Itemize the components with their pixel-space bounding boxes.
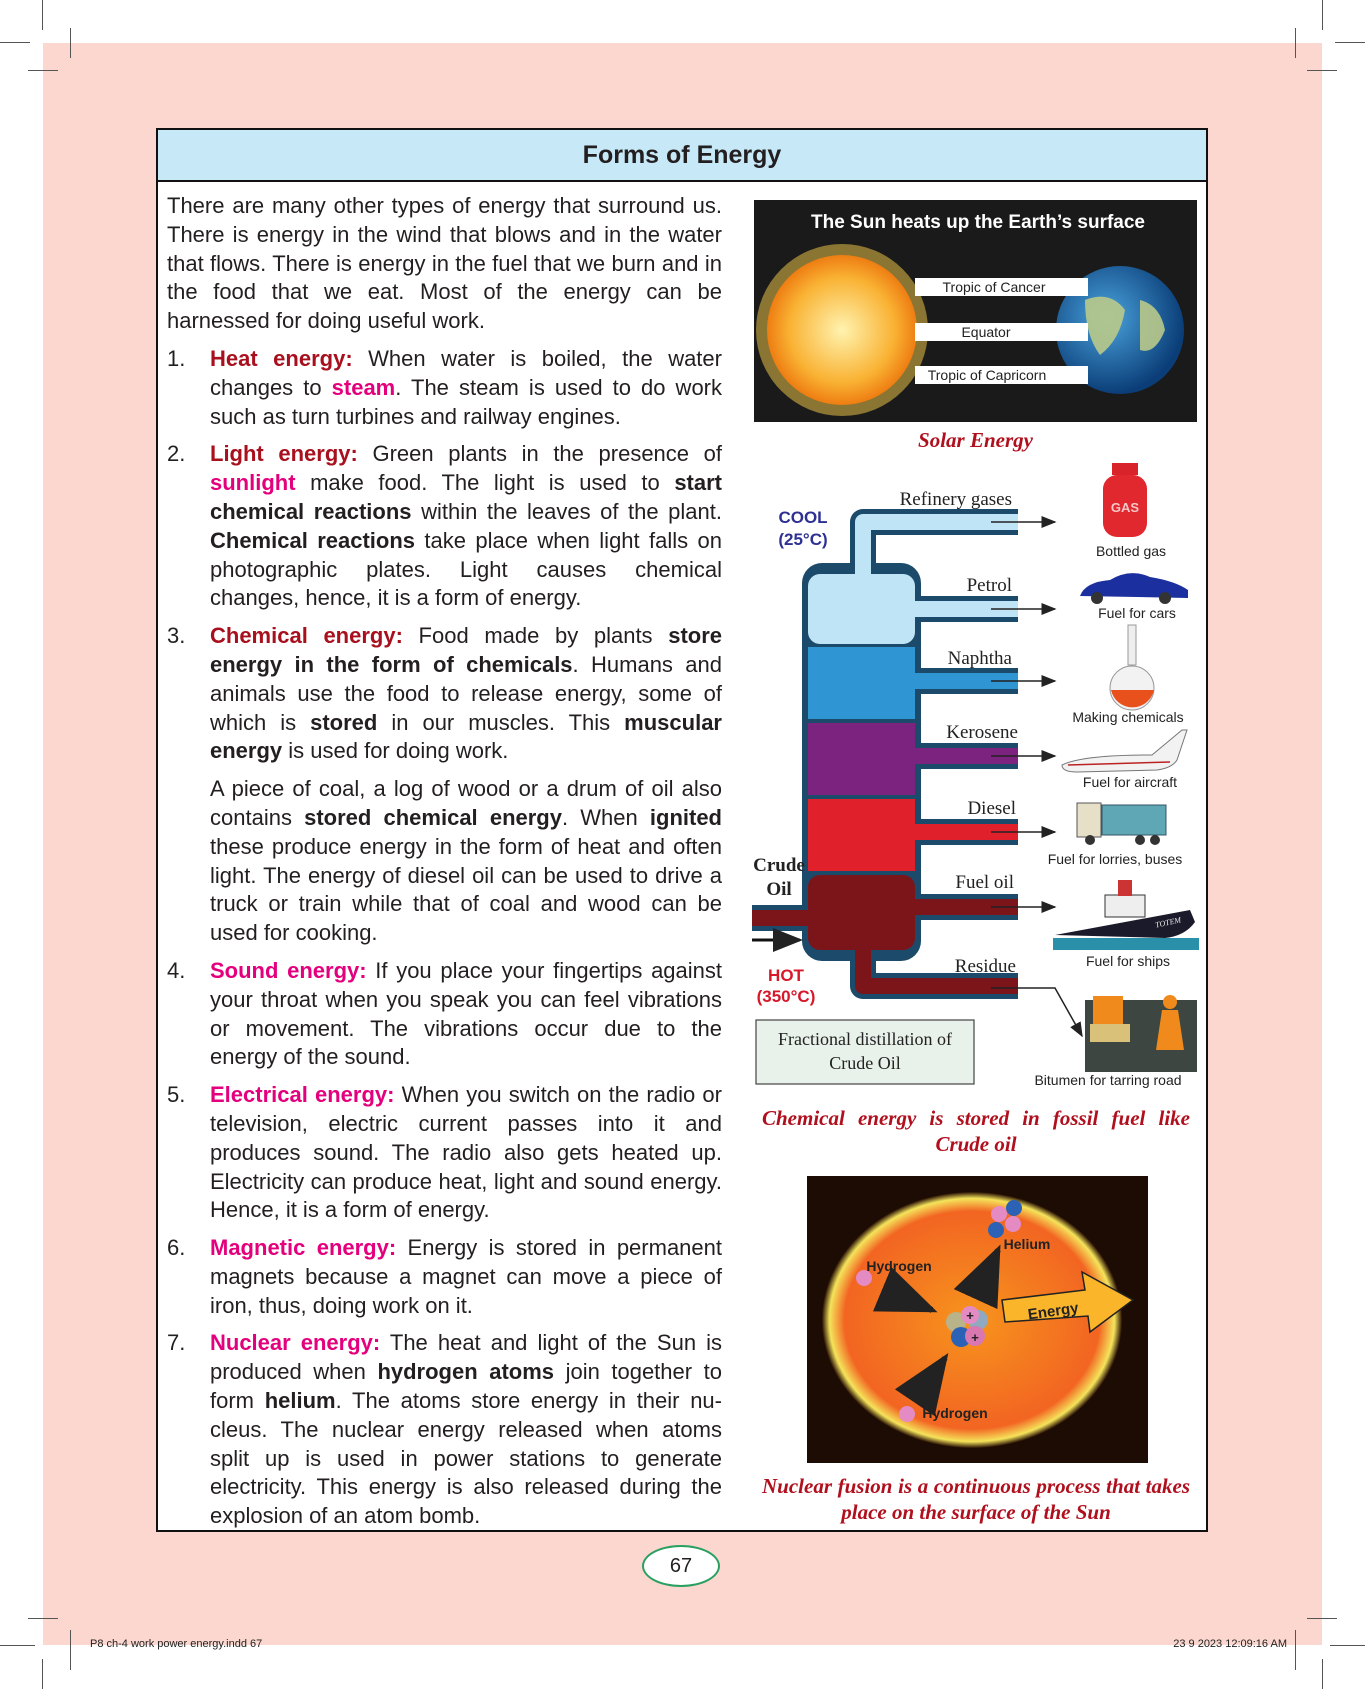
text-segment: A piece of coal, a log of wood or a drum of oil also contains [210,776,722,830]
text-segment: take place when light falls on photographic plates. Light causes chemical changes, hence, it is a form of energy. [210,527,722,611]
energy-term: Light energy: [210,441,358,467]
band-refinery [808,574,915,644]
hot-temp-label: (350°C) [756,987,816,1006]
energy-term: steam [331,374,396,400]
page-number: 67 [642,1545,720,1587]
bold-term: muscular energy [210,709,722,764]
use-label: Bottled gas [1095,543,1167,559]
text-segment: When water is boiled, the water changes to [210,345,722,400]
energy-term: Sound energy: [210,957,367,983]
text-segment: Food made by plants [402,623,669,649]
hot-label: HOT [768,966,804,985]
plus-label: + [971,1330,979,1345]
bold-term: helium [264,1388,336,1414]
bold-term: stored [310,709,378,735]
bold-term: stored chemical energy [304,804,562,830]
text-segment: in our muscles. This [377,709,625,735]
energy-term: Nuclear energy: [210,1330,381,1356]
item-number: 5. [167,1082,186,1108]
distillation-diagram [752,463,1199,1088]
diagram-title-line2: Crude Oil [829,1053,901,1073]
tropic-cancer-label: Tropic of Cancer [942,279,1046,295]
text-segment: within the leaves of the plant. [411,498,722,524]
text-segment: Energy is stored in permanent magnets because a magnet can move a piece of iron, thus, doing work on it. [210,1235,722,1318]
fraction-label: Fuel oil [955,872,1014,893]
flask-icon [1110,625,1154,710]
band-naphtha [808,647,915,719]
use-label: Fuel for lorries, buses [1047,851,1183,867]
use-label: Fuel for cars [1098,605,1176,621]
item-number: 2. [167,441,186,467]
text-segment: . When [561,804,650,830]
fraction-label: Diesel [967,798,1016,819]
solar-title: The Sun heats up the Earth’s surface [811,212,1145,233]
tropic-capricorn-label: Tropic of Capricorn [927,367,1047,383]
nuclear-caption: Nuclear fusion is a continuous process that takes place on the surface of the Sun [762,1474,1190,1524]
use-label: Fuel for ships [1085,953,1171,969]
oil-label: Oil [766,879,792,900]
text-segment: these produce energy in the form of heat and often light. The energy of diesel oil can be used to drive a truck or train while that of coal and wood can be used for cooking. [210,833,722,946]
plus-label: + [966,1308,974,1323]
text-segment: If you place your fingertips against your throat when you speak you can feel vibrations or movement. The vibrations occur due to the energy of the sound. [210,957,723,1070]
bold-term: hydrogen atoms [377,1359,555,1385]
energy-term: Chemical energy: [210,623,403,649]
ship-name-label: TOTEM [1154,915,1182,930]
bold-term: ignited [649,804,722,830]
diagram-title-line1: Fractional distillation of [778,1029,952,1049]
item-number: 3. [167,623,186,649]
helium-label: Helium [1003,1236,1051,1252]
footer-timestamp: 23 9 2023 12:09:16 AM [1173,1638,1287,1650]
gas-label: GAS [1110,500,1140,515]
band-diesel [808,799,915,871]
energy-label: Energy [1026,1299,1080,1324]
energy-term: Magnetic energy: [210,1235,397,1261]
bold-term: store energy in the form of chemicals [210,623,722,677]
item-number: 4. [167,957,186,983]
text-segment: join together to form [210,1359,722,1414]
text-segment: . The steam is used to do work such as turn turbines and railway engines. [210,374,723,429]
fraction-label: Petrol [966,575,1012,596]
text-segment: When you switch on the radio or television, electric current passes into it and produces sound. The radio also gets heated up. Electricity can produce heat, light and sound energy. Hence, it is a form of energy. [210,1082,722,1223]
energy-term: Electrical energy: [210,1082,395,1108]
item-number: 7. [167,1330,186,1356]
text-segment: . Humans and animals use the food to release energy, some of which is [210,651,723,735]
gas-cylinder-icon [1103,463,1147,537]
chemical-caption: Chemical energy is stored in fossil fuel like Crude oil [762,1106,1190,1156]
bold-term: Chemical reactions [210,527,416,553]
solar-figure [754,200,1197,422]
footer-file: P8 ch-4 work power energy.indd 67 [90,1638,263,1650]
solar-caption: Solar Energy [918,428,1033,452]
sun-icon [767,255,917,405]
hydrogen-label: Hydrogen [866,1258,932,1274]
use-label: Making chemicals [1072,709,1184,725]
band-kerosene [808,723,915,795]
fraction-label: Kerosene [946,722,1018,743]
equator-label: Equator [961,324,1011,340]
fraction-label: Residue [954,956,1016,977]
crude-label: Crude [753,855,805,876]
hydrogen-label: Hydrogen [922,1405,988,1421]
car-icon [1080,573,1188,604]
page-title: Forms of Energy [158,130,1206,182]
use-label: Bitumen for tarring road [1034,1072,1182,1088]
text-segment: Green plants in the presence of [357,441,722,467]
band-residue [808,875,915,950]
energy-term: sunlight [210,470,296,496]
text-segment: There are many other types of energy that surround us. There is energy in the wind that blows and in the water that flows. There is energy in the fuel that we burn and in the food that we eat. Most of the energy can be harnessed for doing useful work. [167,193,722,334]
text-segment: make food. The light is used to [295,470,675,496]
text-segment: . The atoms store energy in their nucleus. The nuclear energy released when atoms split up is used in power stations to generate electricity. This energy is also released during the explosion of an atom bomb. [210,1388,722,1529]
bold-term: start chemical reactions [210,470,722,524]
ship-icon [1053,880,1199,950]
text-segment: The heat and light of the Sun is produced when [210,1330,722,1385]
road-roller-worker-icon [1085,995,1197,1072]
aircraft-icon [1062,730,1187,772]
energy-term: Heat energy: [210,345,353,371]
fraction-label: Naphtha [947,648,1012,669]
truck-icon [1077,803,1166,845]
hydrogen-atom-icon [899,1406,915,1422]
cool-temp-label: (25°C) [778,530,828,549]
text-segment: is used for doing work. [282,738,509,764]
item-number: 1. [167,345,186,371]
cool-label: COOL [778,508,828,527]
use-label: Fuel for aircraft [1082,774,1178,790]
fraction-label: Refinery gases [899,489,1012,510]
item-number: 6. [167,1235,186,1261]
nuclear-fusion-figure [807,1176,1148,1463]
